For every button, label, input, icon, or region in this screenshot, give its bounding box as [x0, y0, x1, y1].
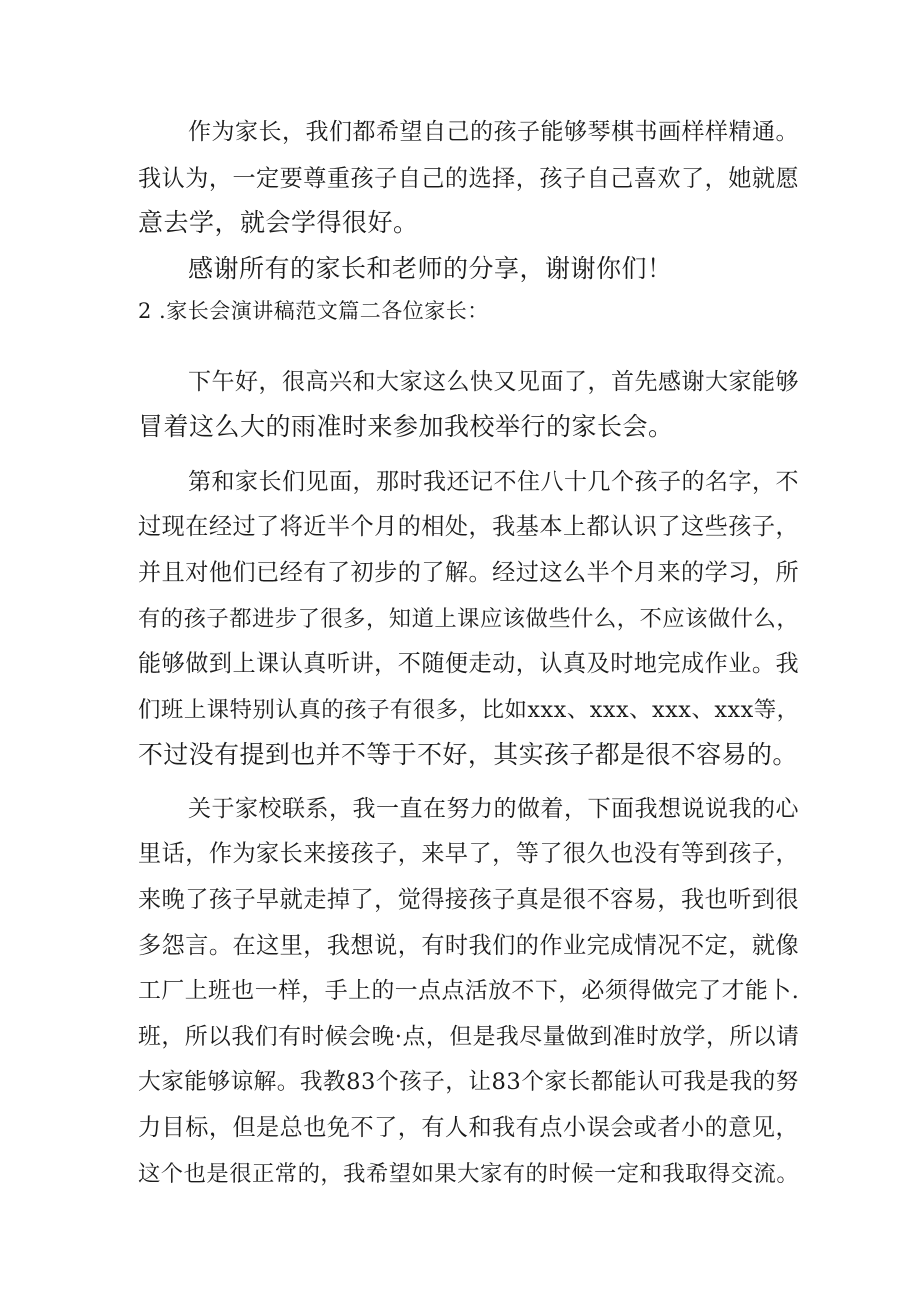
paragraph-line: 来晚了孩子早就走掉了，觉得接孩子真是很不容易，我也听到很: [138, 887, 800, 913]
paragraph-line: 关于家校联系，我一直在努力的做着，下面我想说说我的心: [188, 796, 799, 822]
paragraph-line: 力目标，但是总也免不了，有人和我有点小误会或者小的意见，: [138, 1115, 800, 1141]
paragraph-line: 能够做到上课认真听讲，不随便走动，认真及时地完成作业。我: [138, 651, 800, 677]
paragraph-line: 们班上课特别认真的孩子有很多，比如xxx、xxx、xxx、xxx等，: [138, 697, 800, 723]
paragraph-line: 冒着这么大的雨准时来参加我校举行的家长会。: [138, 412, 674, 441]
paragraph-line: 下午好，很高兴和大家这么快又见面了，首先感谢大家能够: [188, 369, 799, 395]
paragraph-line: 过现在经过了将近半个月的相处，我基本上都认识了这些孩子，: [138, 514, 800, 540]
paragraph-line: 大家能够谅解。我教83个孩子，让83个家长都能认可我是我的努: [138, 1069, 799, 1095]
paragraph-line: 作为家长，我们都希望自己的孩子能够琴棋书画样样精通。: [188, 119, 799, 145]
section-heading: 2 .家长会演讲稿范文篇二各位家长：: [138, 299, 489, 323]
paragraph-line: 并且对他们已经有了初步的了解。经过这么半个月来的学习，所: [138, 560, 800, 586]
paragraph-line: 工厂上班也一样，手上的一点点活放不下，必须得做完了才能卜.: [138, 978, 800, 1004]
paragraph-line: 第和家长们见面，那时我还记不住八十几个孩子的名字，不: [188, 469, 799, 495]
paragraph-line: 我认为，一定要尊重孩子自己的选择，孩子自己喜欢了，她就愿: [138, 166, 800, 192]
paragraph-line: 有的孩子都进步了很多，知道上课应该做些什么，不应该做什么，: [138, 606, 800, 632]
paragraph-line: 意去学，就会学得很好。: [138, 208, 419, 237]
paragraph-line: 班，所以我们有时候会晚·点，但是我尽量做到准时放学，所以请: [138, 1024, 800, 1050]
paragraph-line: 多怨言。在这里，我想说，有时我们的作业完成情况不定，就像: [138, 933, 800, 959]
paragraph-line: 里话，作为家长来接孩子，来早了，等了很久也没有等到孩子，: [138, 841, 800, 867]
paragraph-line: 感谢所有的家长和老师的分享，谢谢你们！: [188, 254, 673, 283]
paragraph-line: 不过没有提到也并不等于不好，其实孩子都是很不容易的。: [138, 740, 798, 769]
paragraph-line: 这个也是很正常的，我希望如果大家有的时候一定和我取得交流。: [138, 1161, 800, 1187]
